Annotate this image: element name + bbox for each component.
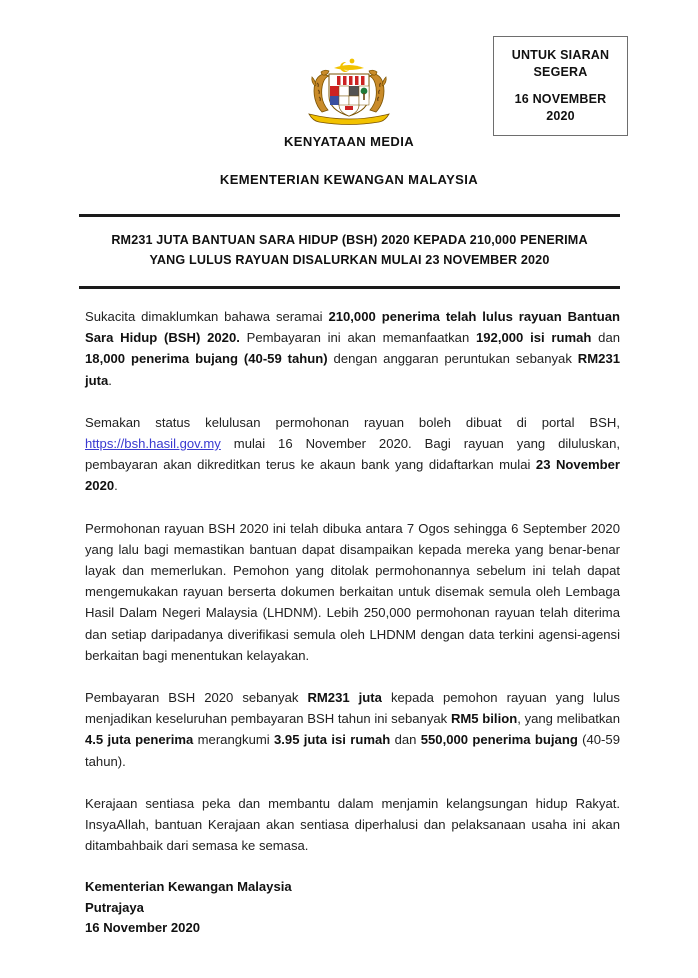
- page-subtitle-ministry: KEMENTERIAN KEWANGAN MALAYSIA: [219, 172, 479, 187]
- p2-text-3: .: [114, 478, 118, 494]
- p1-bold-2: 192,000 isi rumah: [475, 330, 592, 346]
- paragraph-4: [85, 687, 620, 772]
- signoff-location: Putrajaya: [85, 899, 144, 915]
- paragraph-5: [85, 793, 620, 857]
- page-title-kenyataan-media: KENYATAAN MEDIA: [284, 134, 414, 149]
- body-content: [85, 306, 620, 938]
- emblem-container: [0, 56, 698, 133]
- headline-line-1: RM231 JUTA BANTUAN SARA HIDUP (BSH) 2020 KEPADA 210,000 PENERIMA: [111, 233, 588, 247]
- headline-line-2: YANG LULUS RAYUAN DISALURKAN MULAI 23 NOVEMBER 2020: [149, 252, 550, 267]
- paragraph-3: [85, 518, 620, 666]
- release-notice-line-3: 16 NOVEMBER: [514, 92, 607, 106]
- p2-text-2: mulai 16 November 2020. Bagi rayuan yang diluluskan, pembayaran akan dikreditkan terus ke akaun bank yang didaftarkan mulai: [85, 436, 620, 473]
- p1-text-5: .: [108, 372, 112, 388]
- p1-bold-3: 18,000 penerima bujang (40-59 tahun): [85, 351, 328, 367]
- p1-text-3: dan: [591, 330, 621, 346]
- paragraph-1: [85, 306, 620, 391]
- signoff-date: 16 November 2020: [85, 920, 201, 936]
- p4-text-3: , yang melibatkan: [517, 711, 620, 727]
- p4-bold-2: RM5 bilion: [450, 711, 518, 727]
- release-notice-line-1: UNTUK SIARAN: [511, 48, 610, 62]
- divider-bottom: [79, 286, 620, 289]
- malaysia-coat-of-arms-icon: [293, 56, 405, 128]
- p4-text-1: Pembayaran BSH 2020 sebanyak: [85, 690, 308, 706]
- p4-bold-5: 550,000 penerima bujang: [420, 732, 578, 748]
- p4-text-4: merangkumi: [193, 732, 274, 748]
- p1-bold-1: 210,000 penerima telah lulus rayuan Bantuan Sara Hidup (BSH) 2020.: [85, 309, 620, 346]
- p1-text-1: Sukacita dimaklumkan bahawa seramai: [85, 309, 329, 324]
- p2-bold-1: 23 November 2020: [85, 457, 620, 494]
- release-notice-line-4: 2020: [546, 108, 575, 123]
- p2-text-1: Semakan status kelulusan permohonan rayuan boleh dibuat di portal BSH,: [85, 414, 620, 430]
- paragraph-2: [85, 412, 620, 497]
- bsh-portal-link[interactable]: https://bsh.hasil.gov.my: [85, 436, 221, 452]
- p5-text-1: Kerajaan sentiasa peka dan membantu dalam menjamin kelangsungan hidup Rakyat. InsyaAllah, bantuan Kerajaan akan sentiasa diperhalusi dan pelaksanaan usaha ini akan ditambahbaik dari semasa ke semasa.: [85, 795, 620, 854]
- p1-bold-4: RM231 juta: [85, 351, 621, 388]
- p4-text-6: (40-59 tahun).: [85, 732, 620, 769]
- p1-text-2: Pembayaran ini akan memanfaatkan: [239, 330, 476, 346]
- p3-text-1: Permohonan rayuan BSH 2020 ini telah dibuka antara 7 Ogos sehingga 6 September 2020 yang lalu bagi memastikan bantuan dapat disampaikan kepada mereka yang benar-benar layak dan memerlukan. Pemohon yang ditolak permohonannya sebelum ini telah dapat mengemukakan rayuan berserta dokumen berkaitan untuk disemak semula oleh Lembaga Hasil Dalam Negeri Malaysia (LHDNM). Lebih 250,000 permohonan rayuan telah diterima dan setiap daripadanya diverifikasi semula oleh LHDNM dengan data terkini agensi-agensi berkaitan bagi menentukan kelayakan.: [85, 520, 620, 663]
- p4-text-2: kepada pemohon rayuan yang lulus menjadikan keseluruhan pembayaran BSH tahun ini sebanyak: [85, 690, 620, 727]
- p4-bold-3: 4.5 juta penerima: [85, 732, 194, 748]
- release-notice-line-2: SEGERA: [533, 64, 588, 79]
- headline: [79, 231, 620, 270]
- p4-bold-1: RM231 juta: [307, 690, 382, 706]
- p4-text-5: dan: [390, 732, 421, 748]
- signoff-ministry: Kementerian Kewangan Malaysia: [85, 879, 292, 895]
- p4-bold-4: 3.95 juta isi rumah: [274, 732, 391, 748]
- p1-text-4: dengan anggaran peruntukan sebanyak: [327, 351, 578, 367]
- divider-top: [79, 214, 620, 217]
- signoff-block: [85, 877, 620, 938]
